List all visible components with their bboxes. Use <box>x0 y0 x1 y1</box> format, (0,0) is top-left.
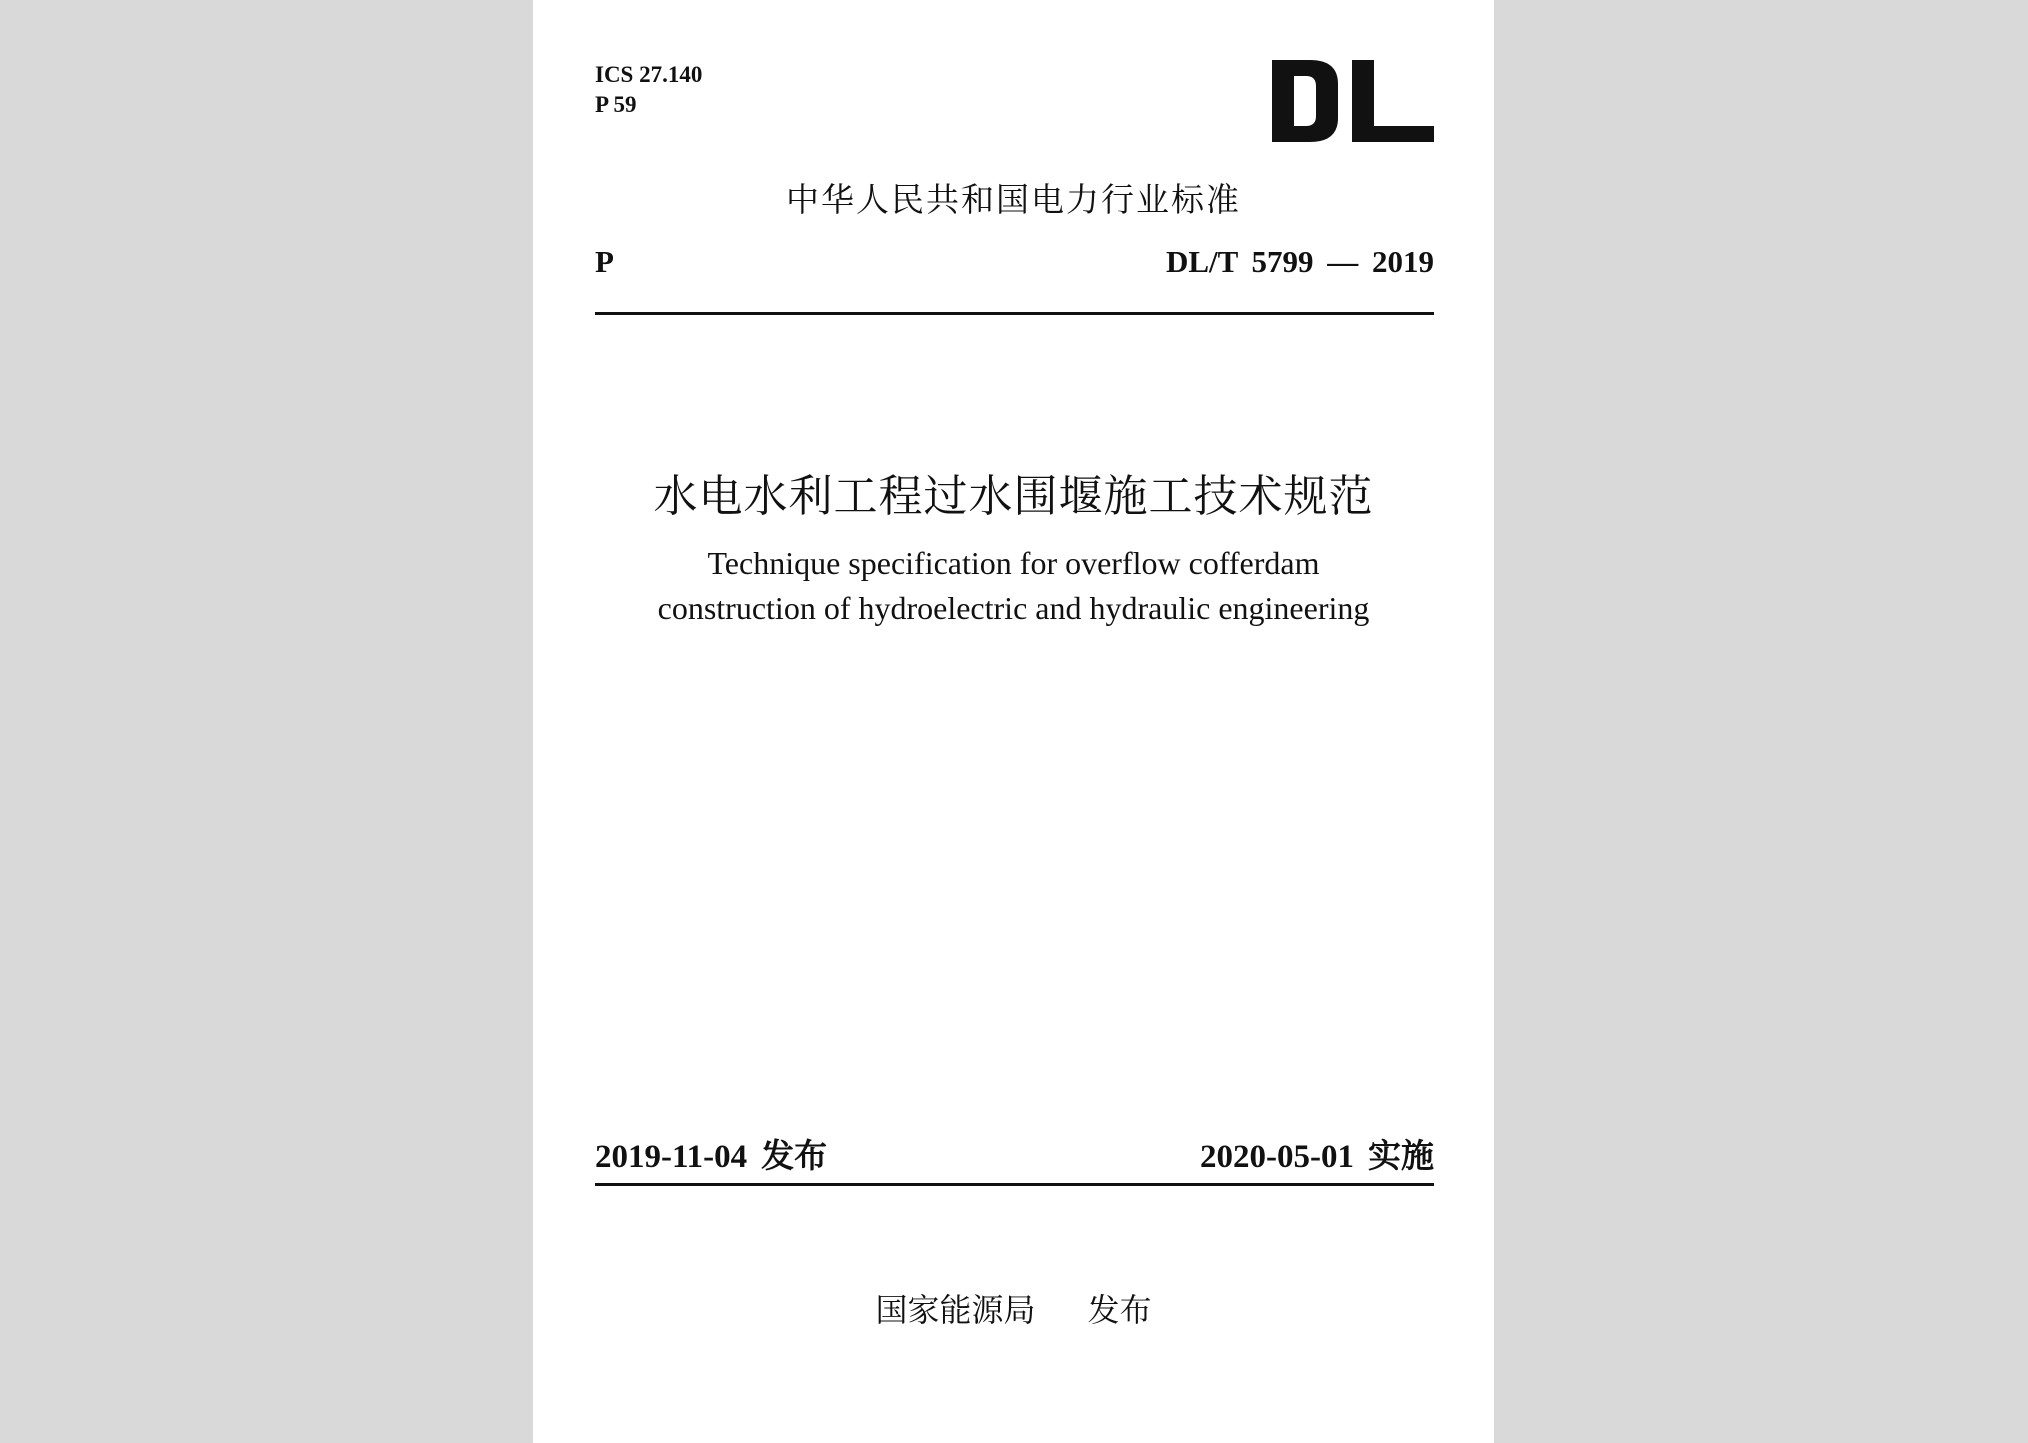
document-page <box>533 0 1494 1443</box>
ics-code: ICS 27.140 <box>595 62 703 87</box>
classification-code: P 59 <box>595 92 637 117</box>
implement-label: 实施 <box>1368 1136 1434 1175</box>
publisher-line <box>533 1285 1494 1331</box>
implement-date-group <box>1200 1130 1434 1177</box>
bottom-divider <box>595 1183 1434 1186</box>
publisher-label: 发布 <box>1087 1291 1152 1329</box>
issue-label: 发布 <box>761 1136 828 1175</box>
category-letter: P <box>595 244 614 279</box>
standard-number: DL/T 5799 — 2019 <box>1165 244 1434 279</box>
top-divider <box>595 312 1434 315</box>
implement-date: 2020-05-01 <box>1200 1139 1354 1175</box>
title-english-line1: Technique specification for overflow cofferdam <box>707 545 1320 581</box>
issue-date: 2019-11-04 <box>595 1139 748 1175</box>
issue-date-group <box>595 1130 827 1177</box>
dl-logo <box>1272 60 1434 142</box>
standard-code-row <box>595 244 1434 284</box>
title-english-line2: construction of hydroelectric and hydraulic engineering <box>657 590 1370 626</box>
title-chinese: 水电水利工程过水围堰施工技术规范 <box>653 471 1374 522</box>
date-row <box>595 1130 1434 1175</box>
industry-standard-title: 中华人民共和国电力行业标准 <box>786 180 1241 219</box>
publisher-name: 国家能源局 <box>875 1291 1036 1329</box>
